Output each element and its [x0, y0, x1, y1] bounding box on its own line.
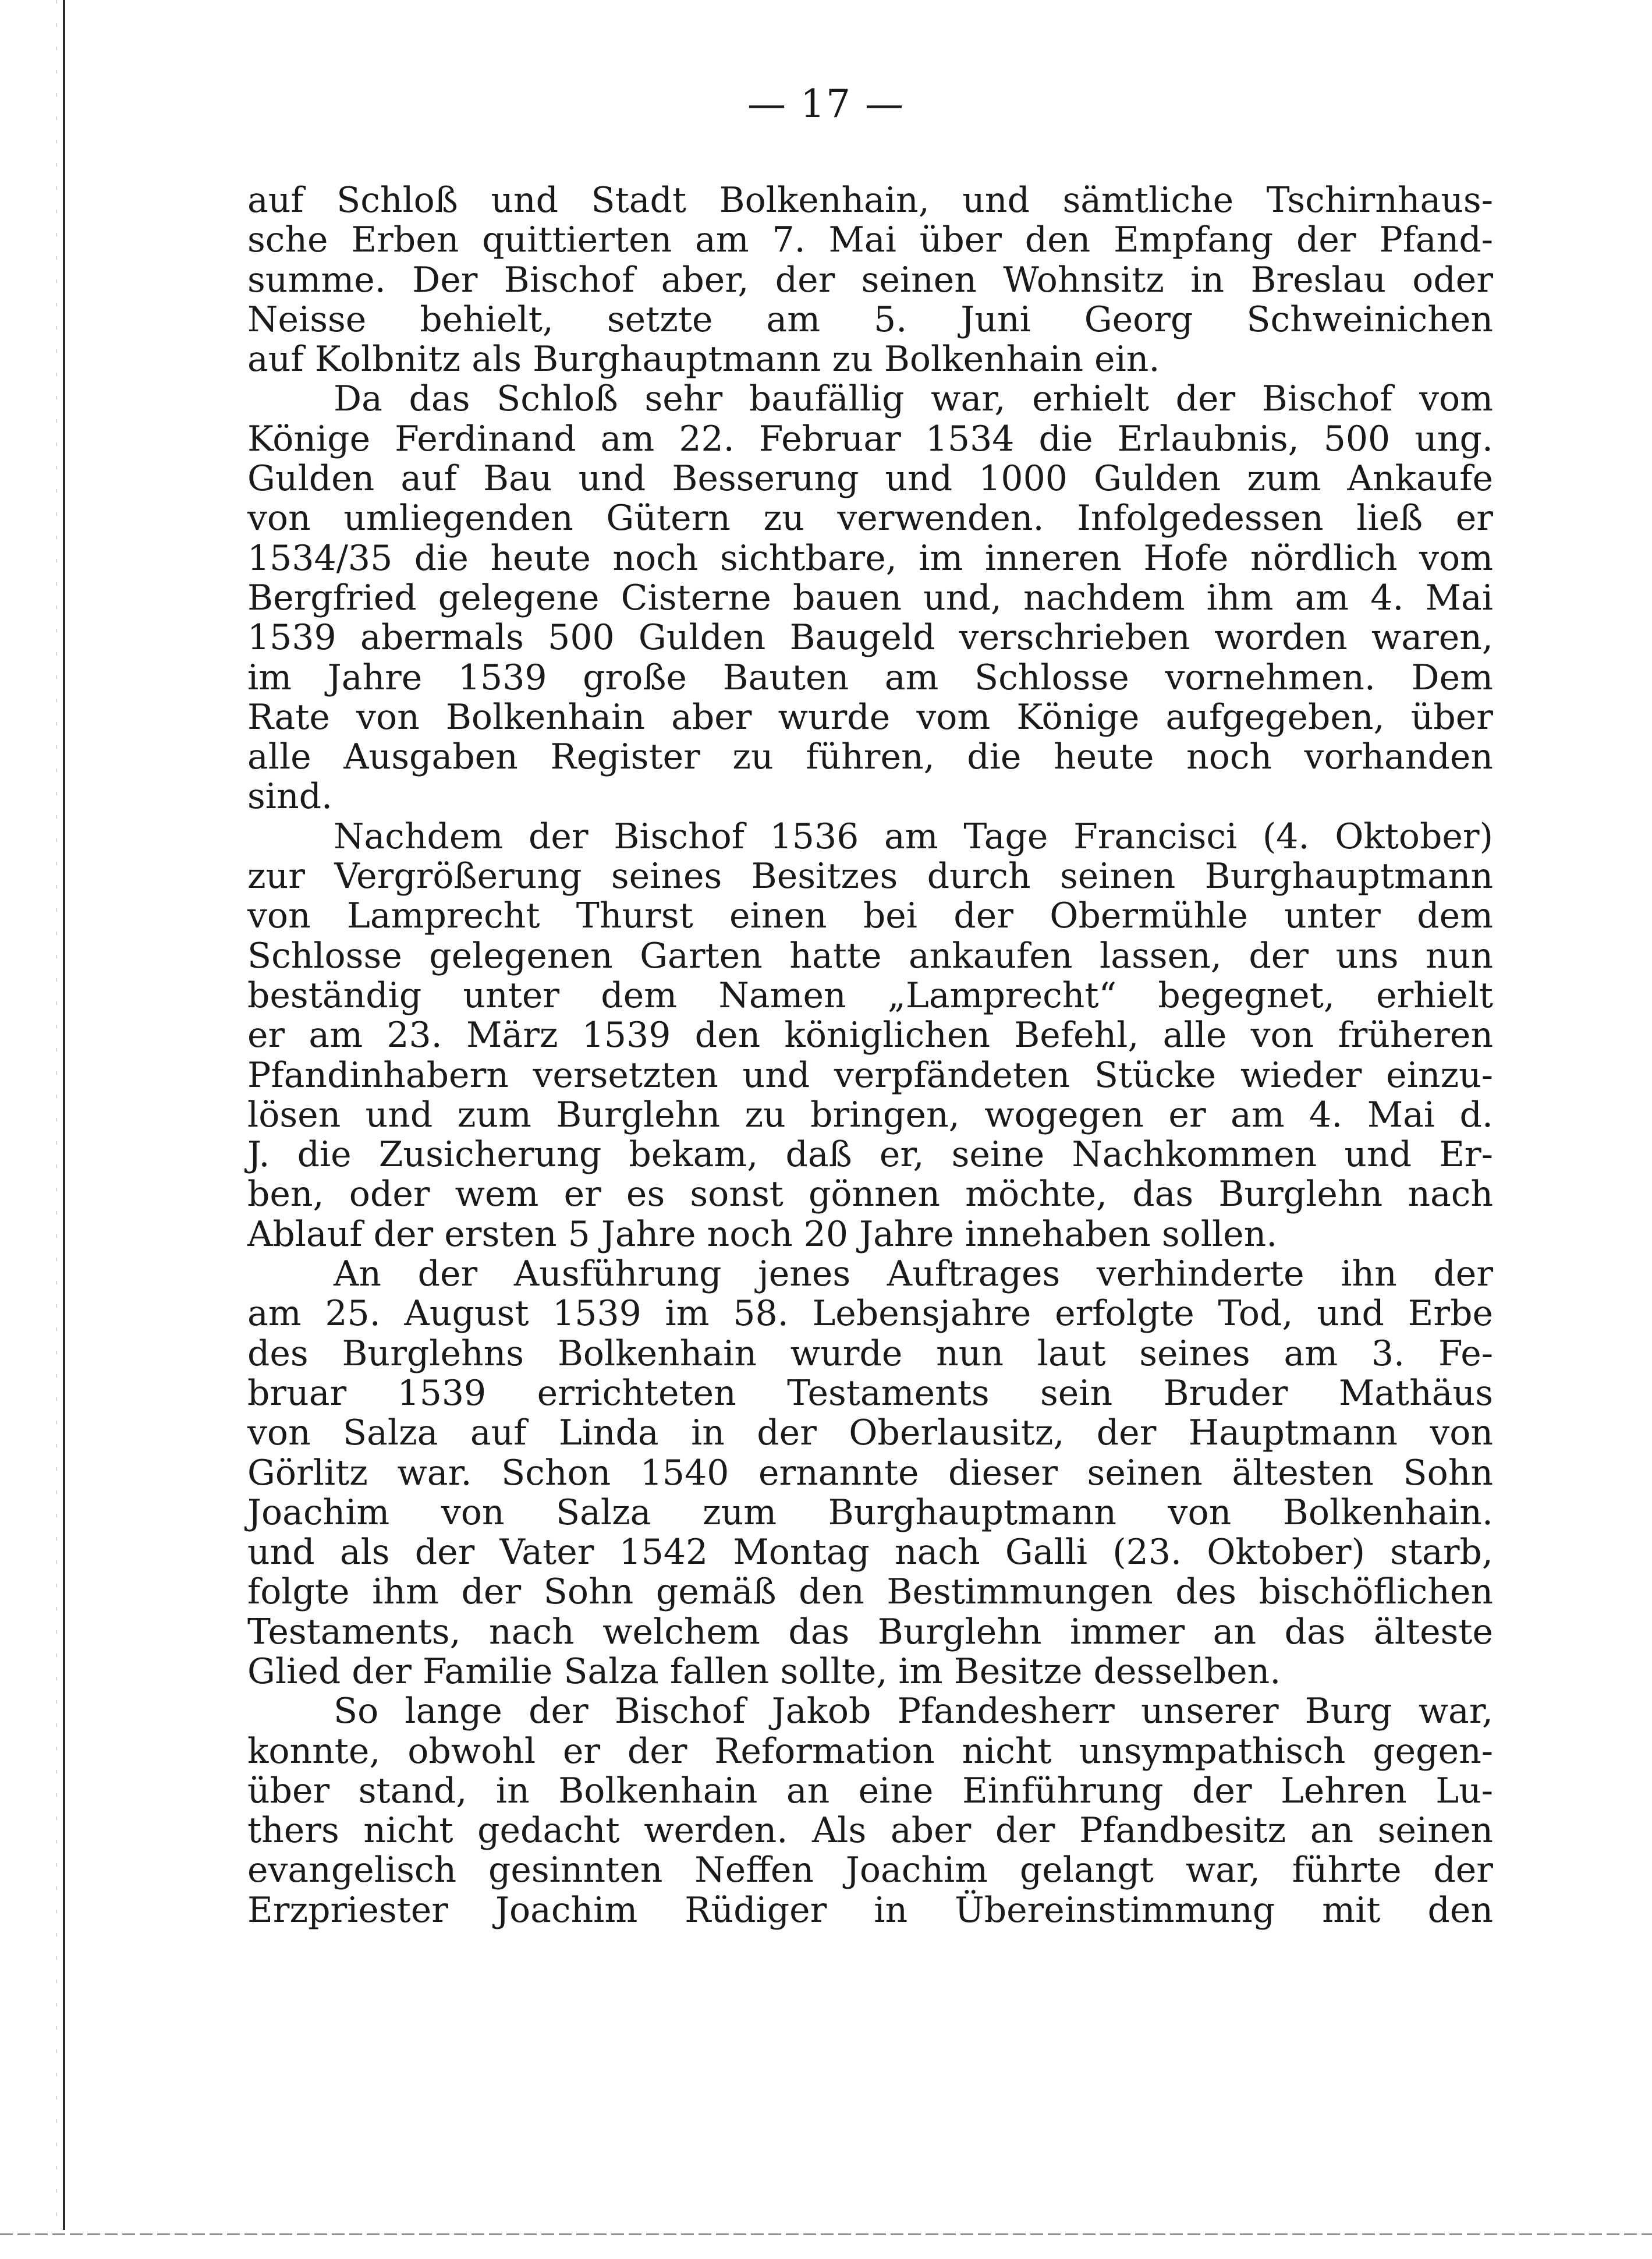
- text-line: und als der Vater 1542 Montag nach Galli (23. Oktober) starb,: [247, 1532, 1493, 1573]
- text-line: 1539 abermals 500 Gulden Baugeld verschrieben worden waren,: [247, 617, 1493, 658]
- text-line: auf Kolbnitz als Burghauptmann zu Bolkenhain ein.: [247, 339, 1160, 380]
- text-line: bruar 1539 errichteten Testaments sein Bruder Mathäus: [247, 1372, 1493, 1414]
- text-line: Da das Schloß sehr baufällig war, erhielt der Bischof vom: [334, 378, 1493, 420]
- binding-shadow: [56, 0, 57, 2230]
- text-line: von umliegenden Gütern zu verwenden. Infolgedessen ließ er: [247, 498, 1493, 539]
- text-line: am 25. August 1539 im 58. Lebensjahre erfolgte Tod, und Erbe: [247, 1293, 1493, 1334]
- text-line: er am 23. März 1539 den königlichen Befehl, alle von früheren: [247, 1015, 1493, 1056]
- text-line: konnte, obwohl er der Reformation nicht unsympathisch gegen-: [247, 1730, 1493, 1772]
- text-line: Erzpriester Joachim Rüdiger in Übereinstimmung mit den: [247, 1889, 1493, 1931]
- text-line: beständig unter dem Namen „Lamprecht“ begegnet, erhielt: [247, 975, 1493, 1016]
- text-line: ben, oder wem er es sonst gönnen möchte, das Burglehn nach: [247, 1174, 1493, 1215]
- text-line: thers nicht gedacht werden. Als aber der Pfandbesitz an seinen: [247, 1810, 1493, 1851]
- text-line: Nachdem der Bischof 1536 am Tage Francisci (4. Oktober): [334, 816, 1493, 857]
- binding-edge: [63, 0, 65, 2230]
- text-line: sche Erben quittierten am 7. Mai über den Empfang der Pfand-: [247, 219, 1493, 261]
- text-line: evangelisch gesinnten Neffen Joachim gelangt war, führte der: [247, 1850, 1493, 1891]
- page-number: — 17 —: [747, 82, 905, 126]
- text-line: Könige Ferdinand am 22. Februar 1534 die Erlaubnis, 500 ung.: [247, 418, 1493, 459]
- text-line: summe. Der Bischof aber, der seinen Wohnsitz in Breslau oder: [247, 259, 1493, 300]
- text-line: des Burglehns Bolkenhain wurde nun laut seines am 3. Fe-: [247, 1333, 1493, 1374]
- text-line: Ablauf der ersten 5 Jahre noch 20 Jahre innehaben sollen.: [247, 1213, 1278, 1255]
- text-line: Glied der Familie Salza fallen sollte, im Besitze desselben.: [247, 1651, 1281, 1692]
- text-line: im Jahre 1539 große Bauten am Schlosse vornehmen. Dem: [247, 657, 1493, 698]
- text-line: Schlosse gelegenen Garten hatte ankaufen lassen, der uns nun: [247, 935, 1493, 976]
- text-line: Gulden auf Bau und Besserung und 1000 Gulden zum Ankaufe: [247, 458, 1493, 500]
- text-line: zur Vergrößerung seines Besitzes durch seinen Burghauptmann: [247, 856, 1493, 897]
- text-line: So lange der Bischof Jakob Pfandesherr unserer Burg war,: [334, 1691, 1493, 1732]
- text-line: J. die Zusicherung bekam, daß er, seine Nachkommen und Er-: [247, 1134, 1493, 1175]
- text-line: Testaments, nach welchem das Burglehn immer an das älteste: [247, 1611, 1493, 1652]
- text-line: Neisse behielt, setzte am 5. Juni Georg Schweinichen: [247, 299, 1493, 340]
- text-line: Joachim von Salza zum Burghauptmann von Bolkenhain.: [247, 1492, 1493, 1533]
- text-line: sind.: [247, 776, 333, 817]
- text-line: An der Ausführung jenes Auftrages verhinderte ihn der: [334, 1254, 1493, 1295]
- text-line: über stand, in Bolkenhain an eine Einführung der Lehren Lu-: [247, 1770, 1493, 1811]
- text-line: alle Ausgaben Register zu führen, die heute noch vorhanden: [247, 737, 1493, 778]
- text-line: folgte ihm der Sohn gemäß den Bestimmungen des bischöflichen: [247, 1571, 1493, 1613]
- text-line: Pfandinhabern versetzten und verpfändeten Stücke wieder einzu-: [247, 1054, 1493, 1096]
- text-line: lösen und zum Burglehn zu bringen, wogegen er am 4. Mai d.: [247, 1094, 1493, 1135]
- text-line: von Lamprecht Thurst einen bei der Obermühle unter dem: [247, 895, 1493, 937]
- body-text: [247, 180, 1493, 1930]
- bottom-edge-rule: [0, 2233, 1652, 2235]
- text-line: auf Schloß und Stadt Bolkenhain, und sämtliche Tschirnhaus-: [247, 180, 1493, 221]
- text-line: Bergfried gelegene Cisterne bauen und, nachdem ihm am 4. Mai: [247, 577, 1493, 618]
- text-line: Görlitz war. Schon 1540 ernannte dieser seinen ältesten Sohn: [247, 1452, 1493, 1493]
- text-line: Rate von Bolkenhain aber wurde vom Könige aufgegeben, über: [247, 696, 1493, 738]
- text-line: 1534/35 die heute noch sichtbare, im inneren Hofe nördlich vom: [247, 537, 1493, 579]
- text-line: von Salza auf Linda in der Oberlausitz, der Hauptmann von: [247, 1412, 1493, 1454]
